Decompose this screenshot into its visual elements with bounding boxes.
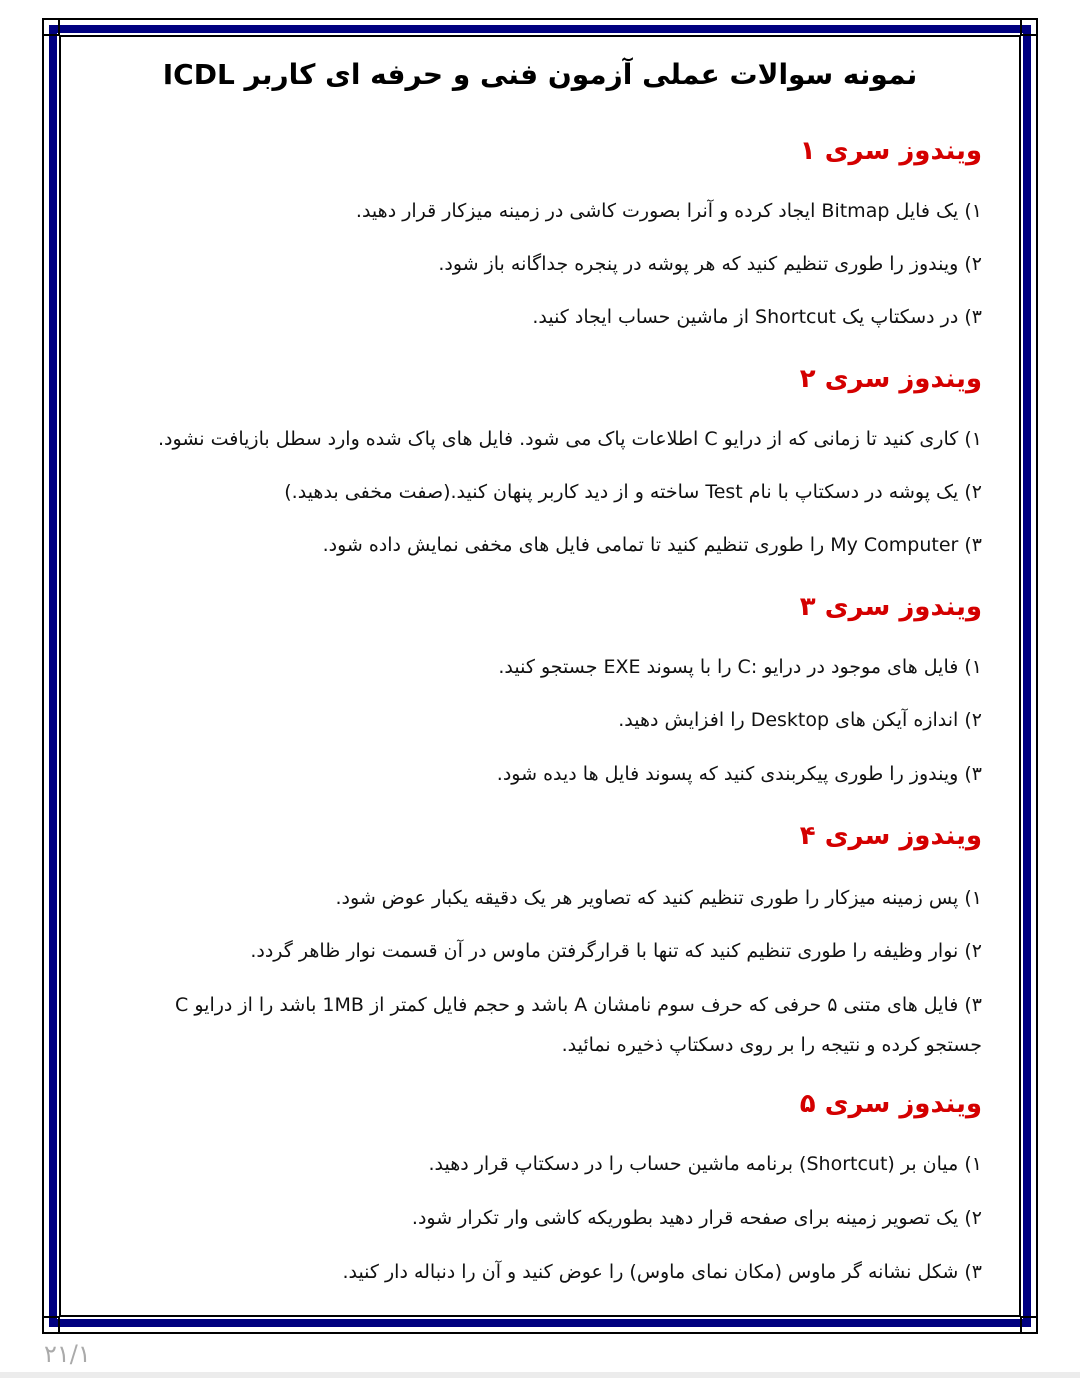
corner-ornament: [1020, 18, 1038, 36]
section-heading: ویندوز سری ۱: [799, 136, 982, 166]
corner-ornament: [1020, 1316, 1038, 1334]
question-item: ۲) یک تصویر زمینه برای صفحه قرار دهید بطوریکه کاشی وار تکرار شود.: [411, 1207, 982, 1229]
question-item: ۲) یک پوشه در دسکتاپ با نام Test ساخته و از دید کاربر پنهان کنید.(صفت مخفی بدهید.): [284, 481, 982, 503]
question-item: ۳) شکل نشانه گر ماوس (مکان نمای ماوس) را عوض کنید و آن را دنباله دار کنید.: [342, 1261, 982, 1283]
section-heading: ویندوز سری ۴: [799, 821, 982, 851]
question-item: ۱) فایل های موجود در درایو :C را با پسوند EXE جستجو کنید.: [498, 656, 982, 678]
document-title: نمونه سوالات عملی آزمون فنی و حرفه ای کاربر ICDL: [162, 58, 918, 91]
section-heading: ویندوز سری ۳: [799, 592, 982, 622]
question-item: ۳) در دسکتاپ یک Shortcut از ماشین حساب ایجاد کنید.: [532, 306, 982, 328]
question-item: ۲) ویندوز را طوری تنظیم کنید که هر پوشه در پنجره جداگانه باز شود.: [438, 253, 982, 275]
question-item: ۳) فایل های متنی ۵ حرفی که حرف سوم نامشان A باشد و حجم فایل کمتر از 1MB باشد را از درایو C جستجو کرده و نتیجه را بر روی دسکتاپ ذخیره نمائید.: [175, 994, 982, 1056]
section-heading: ویندوز سری ۵: [799, 1089, 982, 1119]
question-item: ۲) اندازه آیکن های Desktop را افزایش دهید.: [618, 709, 982, 731]
corner-ornament: [42, 1316, 60, 1334]
question-item: ۱) کاری کنید تا زمانی که از درایو C اطلاعات پاک می شود. فایل های پاک شده وارد سطل بازیافت نشود.: [158, 428, 982, 450]
question-item: ۱) پس زمینه میزکار را طوری تنظیم کنید که تصاویر هر یک دقیقه یکبار عوض شود.: [335, 887, 982, 909]
question-item: ۲) نوار وظیفه را طوری تنظیم کنید که تنها با قرارگرفتن ماوس در آن قسمت نوار ظاهر گردد.: [250, 940, 982, 962]
page-number: ۲۱/۱: [44, 1340, 91, 1368]
corner-ornament: [42, 18, 60, 36]
question-item: ۱) یک فایل Bitmap ایجاد کرده و آنرا بصورت کاشی در زمینه میزکار قرار دهید.: [355, 200, 982, 222]
question-item: ۱) میان بر (Shortcut) برنامه ماشین حساب را در دسکتاپ قرار دهید.: [428, 1153, 982, 1175]
section-heading: ویندوز سری ۲: [799, 364, 982, 394]
question-item: ۳) My Computer را طوری تنظیم کنید تا تمامی فایل های مخفی نمایش داده شود.: [322, 534, 982, 556]
footer-bar: [0, 1372, 1080, 1378]
question-item: ۳) ویندوز را طوری پیکربندی کنید که پسوند فایل ها دیده شود.: [496, 763, 982, 785]
